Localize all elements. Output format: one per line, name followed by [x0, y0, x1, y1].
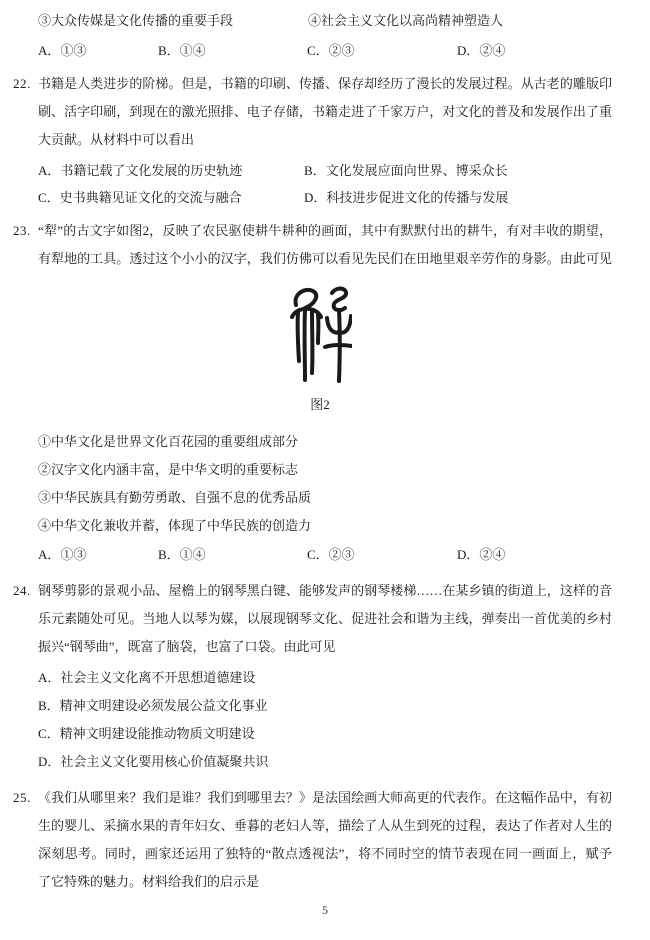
q22-option-c: C．史书典籍见证文化的交流与融合: [38, 190, 242, 205]
q22-number: 22.: [13, 76, 31, 91]
q24-line-2: 乐元素随处可见。当地人以琴为媒，以展现钢琴文化、促进社会和谐为主线，弹奏出一首优美的乡村: [38, 611, 612, 626]
q22-line-1: 书籍是人类进步的阶梯。但是，书籍的印刷、传播、保存却经历了漫长的发展过程。从古老的雕版印: [38, 76, 612, 91]
q22-option-a: A．书籍记载了文化发展的历史轨迹: [38, 163, 243, 178]
q21-option-c: C．②③: [307, 43, 355, 58]
q24-option-a: A．社会主义文化离不开思想道德建设: [38, 670, 256, 685]
q23-option-a: A．①③: [38, 547, 87, 562]
q21-option-d: D．②④: [457, 43, 506, 58]
q24-number: 24.: [13, 583, 31, 598]
q23-item-2: ②汉字文化内涵丰富，是中华文明的重要标志: [38, 462, 299, 477]
q25-line-4: 了它特殊的魅力。材料给我们的启示是: [38, 874, 260, 889]
q23-item-1: ①中华文化是世界文化百花园的重要组成部分: [38, 434, 299, 449]
q22-line-2: 刷、活字印刷，到现在的激光照排、电子存储，书籍走进了千家万户，对文化的普及和发展作出了重: [38, 104, 612, 119]
q24-line-3: 振兴“钢琴曲”，既富了脑袋，也富了口袋。由此可见: [38, 639, 336, 654]
q24-option-d: D．社会主义文化要用核心价值凝聚共识: [38, 754, 269, 769]
q21-item-4: ④社会主义文化以高尚精神塑造人: [308, 13, 504, 28]
q23-option-b: B．①④: [158, 547, 206, 562]
figure-2-caption: 图2: [310, 397, 330, 412]
q24-option-b: B．精神文明建设必须发展公益文化事业: [38, 698, 268, 713]
q21-option-b: B．①④: [158, 43, 206, 58]
page-number: 5: [322, 903, 328, 917]
q23-option-c: C．②③: [307, 547, 355, 562]
q22-line-3: 大贡献。从材料中可以看出: [38, 132, 195, 147]
q23-option-d: D．②④: [457, 547, 506, 562]
q21-item-3: ③大众传媒是文化传播的重要手段: [38, 13, 234, 28]
q25-line-3: 深刻思考。同时，画家还运用了独特的“散点透视法”，将不同时空的情节表现在同一画面上，赋予: [38, 846, 612, 861]
q23-number: 23.: [13, 223, 31, 238]
figure-2: [285, 285, 355, 385]
q23-item-4: ④中华文化兼收并蓄，体现了中华民族的创造力: [38, 518, 312, 533]
q24-option-c: C．精神文明建设能推动物质文明建设: [38, 726, 255, 741]
q25-line-2: 生的婴儿、采摘水果的青年妇女、垂暮的老妇人等，描绘了人从生到死的过程，表达了作者对人生的: [38, 818, 612, 833]
seal-script-li-character-image: [288, 285, 352, 385]
q22-option-d: D．科技进步促进文化的传播与发展: [304, 190, 509, 205]
q23-line-2: 有犁地的工具。透过这个小小的汉字，我们仿佛可以看见先民们在田地里艰辛劳作的身影。由此可见: [38, 251, 612, 266]
q21-option-a: A．①③: [38, 43, 87, 58]
q25-number: 25.: [13, 790, 31, 805]
q22-option-b: B．文化发展应面向世界、博采众长: [304, 163, 508, 178]
q23-item-3: ③中华民族具有勤劳勇敢、自强不息的优秀品质: [38, 490, 312, 505]
q24-line-1: 钢琴剪影的景观小品、屋檐上的钢琴黑白键、能够发声的钢琴楼梯……在某乡镇的街道上，这样的音: [38, 583, 612, 598]
q25-line-1: 《我们从哪里来？我们是谁？我们到哪里去？》是法国绘画大师高更的代表作。在这幅作品中，有初: [38, 790, 612, 805]
q23-line-1: “犁”的古文字如图2，反映了农民驱使耕牛耕种的画面，其中有默默付出的耕牛，有对丰收的期望，: [38, 223, 612, 238]
